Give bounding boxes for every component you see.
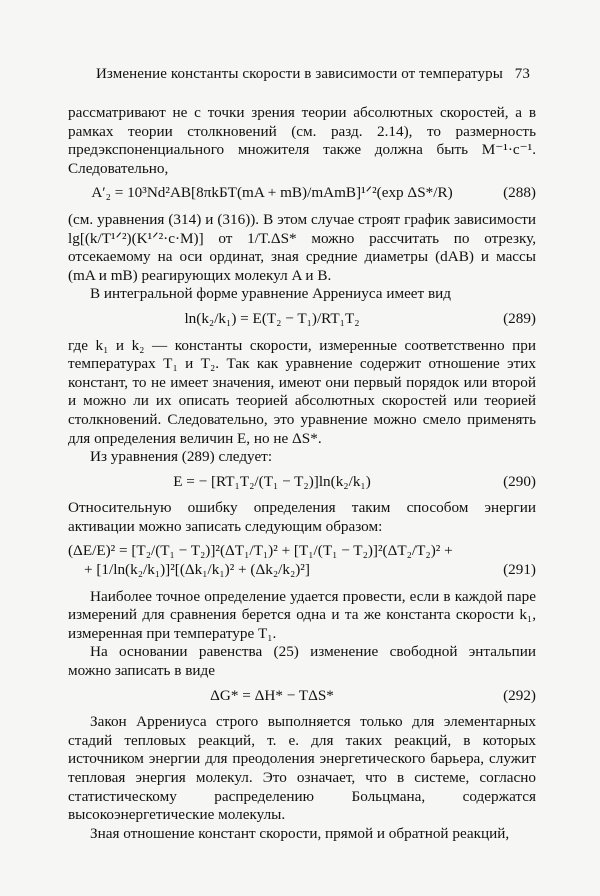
paragraph: рассматривают не с точки зрения теории абсолютных скоростей, а в рамках теории столкновений (см. разд. 2.14), то размерность предэкспоненциального множителя также должна быть М⁻¹·с⁻¹. Следовательно, — [68, 104, 536, 177]
page-body — [68, 104, 536, 843]
paragraph: Наиболее точное определение удается провести, если в каждой паре измерений для сравнения берется одна и та же константа скорости k₁, измеренная при температуре T₁. — [68, 587, 536, 642]
header-title: Изменение константы скорости в зависимости от температуры — [96, 66, 503, 82]
equation-number: (289) — [503, 309, 536, 327]
paragraph: где k₁ и k₂ — константы скорости, измеренные соответственно при температурах T₁ и T₂. Так как уравнение содержит отношение этих констант, то не имеет значения, имеют они первый порядок или второй и можно ли их описать теорией абсолютных скоростей или теорией столкновений. Следовательно, это уравнение можно смело применять для определения величин E, но не ΔS*. — [68, 336, 536, 447]
paragraph: На основании равенства (25) изменение свободной энтальпии можно записать в виде — [68, 643, 536, 680]
paragraph: Относительную ошибку определения таким способом энергии активации можно записать следующим образом: — [68, 499, 536, 535]
equation-formula: ln(k₂/k₁) = E(T₂ − T₁)/RT₁T₂ — [184, 309, 360, 327]
equation-line-row — [68, 561, 536, 580]
paragraph: В интегральной форме уравнение Аррениуса имеет вид — [90, 285, 452, 303]
equation-290 — [68, 473, 536, 492]
paragraph: Из уравнения (289) следует: — [90, 448, 273, 466]
equation-line: + [1/ln(k₂/k₁)]²[(Δk₁/k₁)² + (Δk₂/k₂)²] — [84, 561, 310, 579]
equation-289 — [68, 310, 536, 329]
equation-292 — [68, 687, 536, 706]
equation-number: (290) — [503, 472, 536, 490]
equation-number: (288) — [503, 184, 536, 202]
equation-number: (292) — [503, 686, 536, 704]
equation-288 — [68, 184, 536, 203]
paragraph: (см. уравнения (314) и (316)). В этом случае строят график зависимости lg[(k/T¹ᐟ²)(K¹ᐟ²·с·М)] от 1/T.ΔS* можно рассчитать по отрезку, отсекаемому на оси ординат, зная средние диаметры (dAB) и массы (mA и mB) реагирующих молекул A и B. — [68, 210, 536, 284]
running-header — [96, 66, 530, 83]
equation-number: (291) — [503, 561, 536, 579]
equation-formula: A′₂ = 10³Nd²AB[8πkБT(mA + mB)/mAmB]¹ᐟ²(exp ΔS*/R) — [91, 184, 453, 202]
equation-291 — [68, 542, 536, 579]
equation-formula: E = − [RT₁T₂/(T₁ − T₂)]ln(k₂/k₁) — [173, 472, 371, 490]
equation-line: (ΔE/E)² = [T₂/(T₁ − T₂)]²(ΔT₁/T₁)² + [T₁/(T₁ − T₂)]²(ΔT₂/T₂)² + — [68, 542, 453, 560]
paragraph: Зная отношение констант скорости, прямой и обратной реакций, — [90, 824, 510, 842]
page-number: 73 — [514, 66, 530, 82]
paragraph: Закон Аррениуса строго выполняется только для элементарных стадий тепловых реакций, т. е. для таких реакций, в которых источником энергии для преодоления энергетического барьера, служит тепловая энергия молекул. Это означает, что в системе, согласно статистическому распределению Больцмана, содержатся высокоэнергетические молекулы. — [68, 713, 536, 824]
equation-formula: ΔG* = ΔH* − TΔS* — [210, 686, 334, 704]
